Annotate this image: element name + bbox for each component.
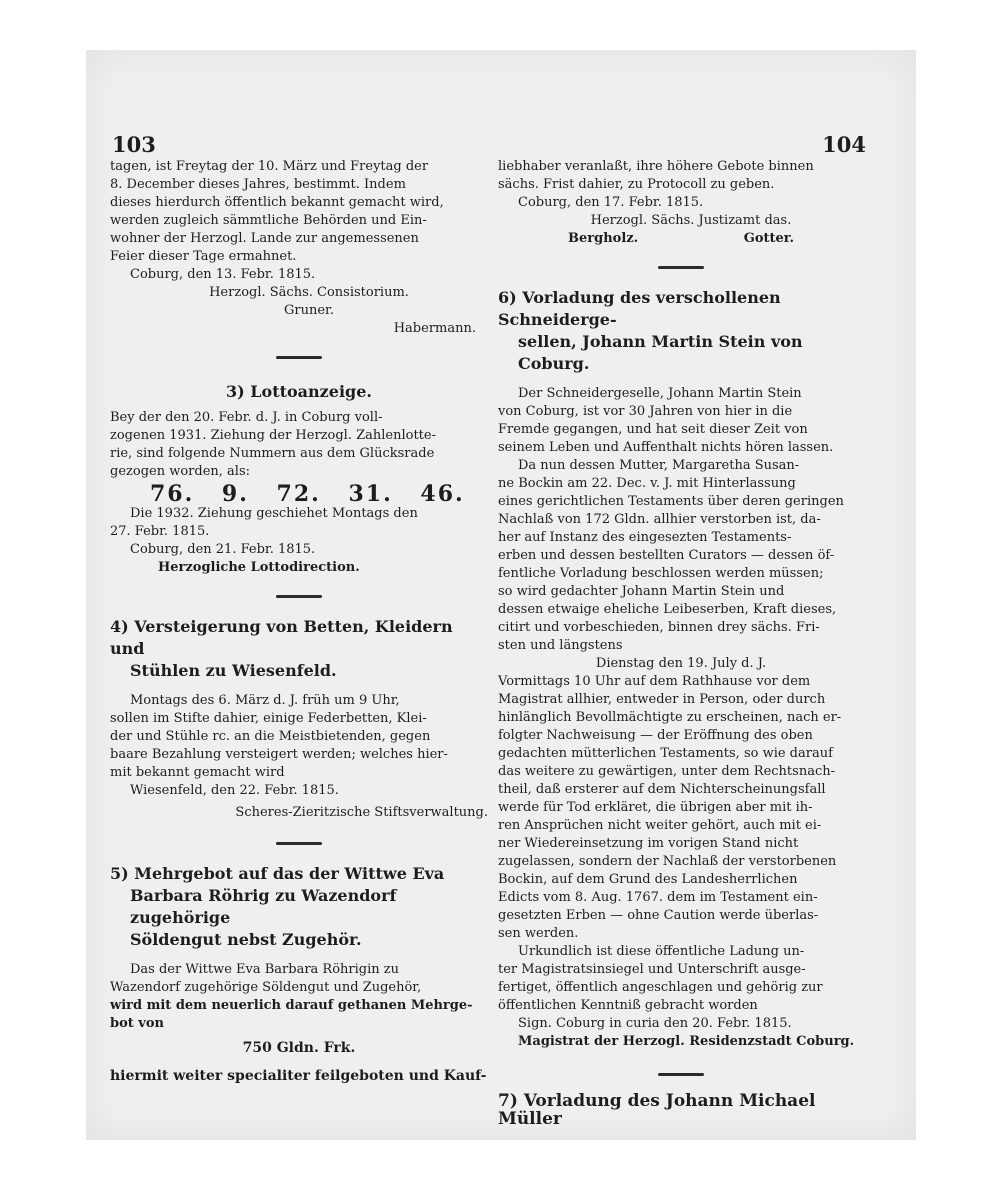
intro-paragraph bbox=[110, 158, 488, 266]
deadline: Dienstag den 19. July d. J. bbox=[595, 656, 767, 671]
signer: Habermann. bbox=[393, 321, 476, 336]
text-line: citirt und vorbeschieden, binnen drey sächs. Fri- bbox=[498, 620, 820, 635]
section-3-text-2 bbox=[110, 505, 488, 541]
text-line: 8. December dieses Jahres, bestimmt. Indem bbox=[110, 177, 406, 192]
text-line: Der Schneidergeselle, Johann Martin Stein bbox=[518, 386, 802, 401]
text-line: Nachlaß von 172 Gldn. allhier verstorben ist, da- bbox=[498, 512, 821, 527]
heading-line: Söldengut nebst Zugehör. bbox=[130, 930, 362, 949]
text-line: werden zugleich sämmtliche Behörden und Ein- bbox=[110, 213, 427, 228]
heading-line: 6) Vorladung des verschollenen Schneiderge- bbox=[498, 288, 781, 329]
text-line: werde für Tod erkläret, die übrigen aber mit ih- bbox=[498, 800, 813, 815]
section-heading-4 bbox=[110, 616, 488, 682]
text-line: ren Ansprüchen nicht weiter gehört, auch mit ei- bbox=[498, 818, 822, 833]
text-line: Wazendorf zugehörige Söldengut und Zugehör, bbox=[110, 980, 422, 995]
heading-line: 5) Mehrgebot auf das der Wittwe Eva bbox=[110, 864, 445, 883]
text-line: Fremde gegangen, und hat seit dieser Zeit von bbox=[498, 422, 808, 437]
left-column bbox=[110, 158, 488, 1085]
section-heading-6 bbox=[498, 287, 864, 375]
text-line: theil, daß ersterer auf dem Nichterscheinungsfall bbox=[498, 782, 826, 797]
text-line: bot von bbox=[110, 1016, 164, 1031]
authority: Herzogliche Lottodirection. bbox=[158, 560, 360, 575]
section-6-text bbox=[498, 385, 864, 655]
newspaper-page bbox=[86, 50, 916, 1140]
text-line: hinlänglich Bevollmächtigte zu erscheinen, nach er- bbox=[498, 710, 842, 725]
text-line: mit bekannt gemacht wird bbox=[110, 765, 285, 780]
heading-line: Stühlen zu Wiesenfeld. bbox=[130, 661, 337, 680]
section-6-text-3 bbox=[498, 943, 864, 1015]
text-line: ner Wiedereinsetzung im vorigen Stand nicht bbox=[498, 836, 799, 851]
text-line: Da nun dessen Mutter, Margaretha Susan- bbox=[518, 458, 800, 473]
dateline: Sign. Coburg in curia den 20. Febr. 1815. bbox=[518, 1016, 792, 1031]
text-line: dieses hierdurch öffentlich bekannt gemacht wird, bbox=[110, 195, 444, 210]
section-divider bbox=[276, 595, 322, 598]
text-line: sollen im Stifte dahier, einige Federbetten, Klei- bbox=[110, 711, 427, 726]
text-line: Bockin, auf dem Grund des Landesherrlichen bbox=[498, 872, 798, 887]
text-line: fentliche Vorladung beschlossen werden müssen; bbox=[498, 566, 824, 581]
text-line: hiermit weiter specialiter feilgeboten und Kauf- bbox=[110, 1068, 487, 1084]
authority: Herzogl. Sächs. Justizamt das. bbox=[590, 213, 792, 228]
text-line: sten und längstens bbox=[498, 638, 623, 653]
text-line: öffentlichen Kenntniß gebracht worden bbox=[498, 998, 758, 1013]
text-line: rie, sind folgende Nummern aus dem Glücksrade bbox=[110, 446, 435, 461]
text-line: wird mit dem neuerlich darauf gethanen Mehrge- bbox=[110, 998, 473, 1013]
dateline: Coburg, den 17. Febr. 1815. bbox=[518, 195, 704, 210]
dateline: Coburg, den 13. Febr. 1815. bbox=[130, 267, 316, 282]
text-line: Das der Wittwe Eva Barbara Röhrigin zu bbox=[130, 962, 400, 977]
text-line: Urkundlich ist diese öffentliche Ladung un- bbox=[518, 944, 805, 959]
signers-row bbox=[498, 230, 864, 248]
text-line: liebhaber veranlaßt, ihre höhere Gebote binnen bbox=[498, 159, 814, 174]
heading-line: Barbara Röhrig zu Wazendorf zugehörige bbox=[130, 886, 397, 927]
page-number-right: 104 bbox=[822, 132, 866, 157]
section-3-text bbox=[110, 409, 488, 481]
section-4-text bbox=[110, 692, 488, 782]
section-divider bbox=[658, 1073, 704, 1076]
text-line: erben und dessen bestellten Curators — dessen öf- bbox=[498, 548, 835, 563]
section-divider bbox=[658, 266, 704, 269]
text-line: der und Stühle rc. an die Meistbietenden, gegen bbox=[110, 729, 431, 744]
heading-line: 4) Versteigerung von Betten, Kleidern und bbox=[110, 617, 453, 658]
text-line: 27. Febr. 1815. bbox=[110, 524, 210, 539]
text-line: fertiget, öffentlich angeschlagen und gehörig zur bbox=[498, 980, 823, 995]
top-paragraph bbox=[498, 158, 864, 194]
text-line: Bey der den 20. Febr. d. J. in Coburg voll- bbox=[110, 410, 383, 425]
text-line: ne Bockin am 22. Dec. v. J. mit Hinterlassung bbox=[498, 476, 796, 491]
dateline: Wiesenfeld, den 22. Febr. 1815. bbox=[130, 783, 339, 798]
text-line: das weitere zu gewärtigen, unter dem Rechtsnach- bbox=[498, 764, 835, 779]
text-line: gezogen worden, als: bbox=[110, 464, 250, 479]
heading-line: sellen, Johann Martin Stein von Coburg. bbox=[518, 332, 803, 373]
price: 750 Gldn. Frk. bbox=[242, 1040, 356, 1056]
text-line: tagen, ist Freytag der 10. März und Freytag der bbox=[110, 159, 429, 174]
text-line: her auf Instanz des eingesezten Testaments- bbox=[498, 530, 792, 545]
text-line: sen werden. bbox=[498, 926, 579, 941]
text-line: sächs. Frist dahier, zu Protocoll zu geben. bbox=[498, 177, 775, 192]
text-line: Vormittags 10 Uhr auf dem Rathhause vor dem bbox=[498, 674, 811, 689]
text-line: Montags des 6. März d. J. früh um 9 Uhr, bbox=[130, 693, 400, 708]
text-line: Feier dieser Tage ermahnet. bbox=[110, 249, 297, 264]
text-line: Die 1932. Ziehung geschiehet Montags den bbox=[130, 506, 418, 521]
section-heading-7: 7) Vorladung des Johann Michael Müller bbox=[498, 1091, 816, 1129]
authority: Magistrat der Herzogl. Residenzstadt Coburg. bbox=[518, 1034, 855, 1049]
text-line: seinem Leben und Auffenthalt nichts hören lassen. bbox=[498, 440, 834, 455]
text-line: gedachten mütterlichen Testaments, so wie darauf bbox=[498, 746, 833, 761]
signer: Bergholz. bbox=[568, 231, 639, 246]
text-line: dessen etwaige eheliche Leibeserben, Kraft dieses, bbox=[498, 602, 837, 617]
lottery-numbers: 76. 9. 72. 31. 46. bbox=[150, 481, 465, 507]
authority: Herzogl. Sächs. Consistorium. bbox=[209, 285, 409, 300]
section-5-text bbox=[110, 961, 488, 1033]
text-line: Magistrat allhier, entweder in Person, oder durch bbox=[498, 692, 826, 707]
authority: Scheres-Zieritzische Stiftsverwaltung. bbox=[235, 805, 488, 820]
text-line: ter Magistratsinsiegel und Unterschrift ausge- bbox=[498, 962, 806, 977]
text-line: Edicts vom 8. Aug. 1767. dem im Testament ein- bbox=[498, 890, 818, 905]
text-line: von Coburg, ist vor 30 Jahren von hier in die bbox=[498, 404, 793, 419]
section-heading-5 bbox=[110, 863, 488, 951]
section-heading-3: 3) Lottoanzeige. bbox=[226, 382, 372, 401]
text-line: baare Bezahlung versteigert werden; welches hier- bbox=[110, 747, 448, 762]
signer: Gotter. bbox=[743, 231, 794, 246]
section-divider bbox=[276, 356, 322, 359]
page-number-left: 103 bbox=[112, 132, 156, 157]
text-line: zogenen 1931. Ziehung der Herzogl. Zahlenlotte- bbox=[110, 428, 436, 443]
signer: Gruner. bbox=[284, 303, 334, 318]
text-line: eines gerichtlichen Testaments über deren geringen bbox=[498, 494, 844, 509]
right-column bbox=[498, 158, 864, 1128]
section-divider bbox=[276, 842, 322, 845]
text-line: wohner der Herzogl. Lande zur angemessenen bbox=[110, 231, 419, 246]
text-line: zugelassen, sondern der Nachlaß der verstorbenen bbox=[498, 854, 837, 869]
dateline: Coburg, den 21. Febr. 1815. bbox=[130, 542, 316, 557]
text-line: so wird gedachter Johann Martin Stein und bbox=[498, 584, 785, 599]
section-6-text-2 bbox=[498, 673, 864, 943]
text-line: gesetzten Erben — ohne Caution werde überlas- bbox=[498, 908, 819, 923]
text-line: folgter Nachweisung — der Eröffnung des oben bbox=[498, 728, 813, 743]
